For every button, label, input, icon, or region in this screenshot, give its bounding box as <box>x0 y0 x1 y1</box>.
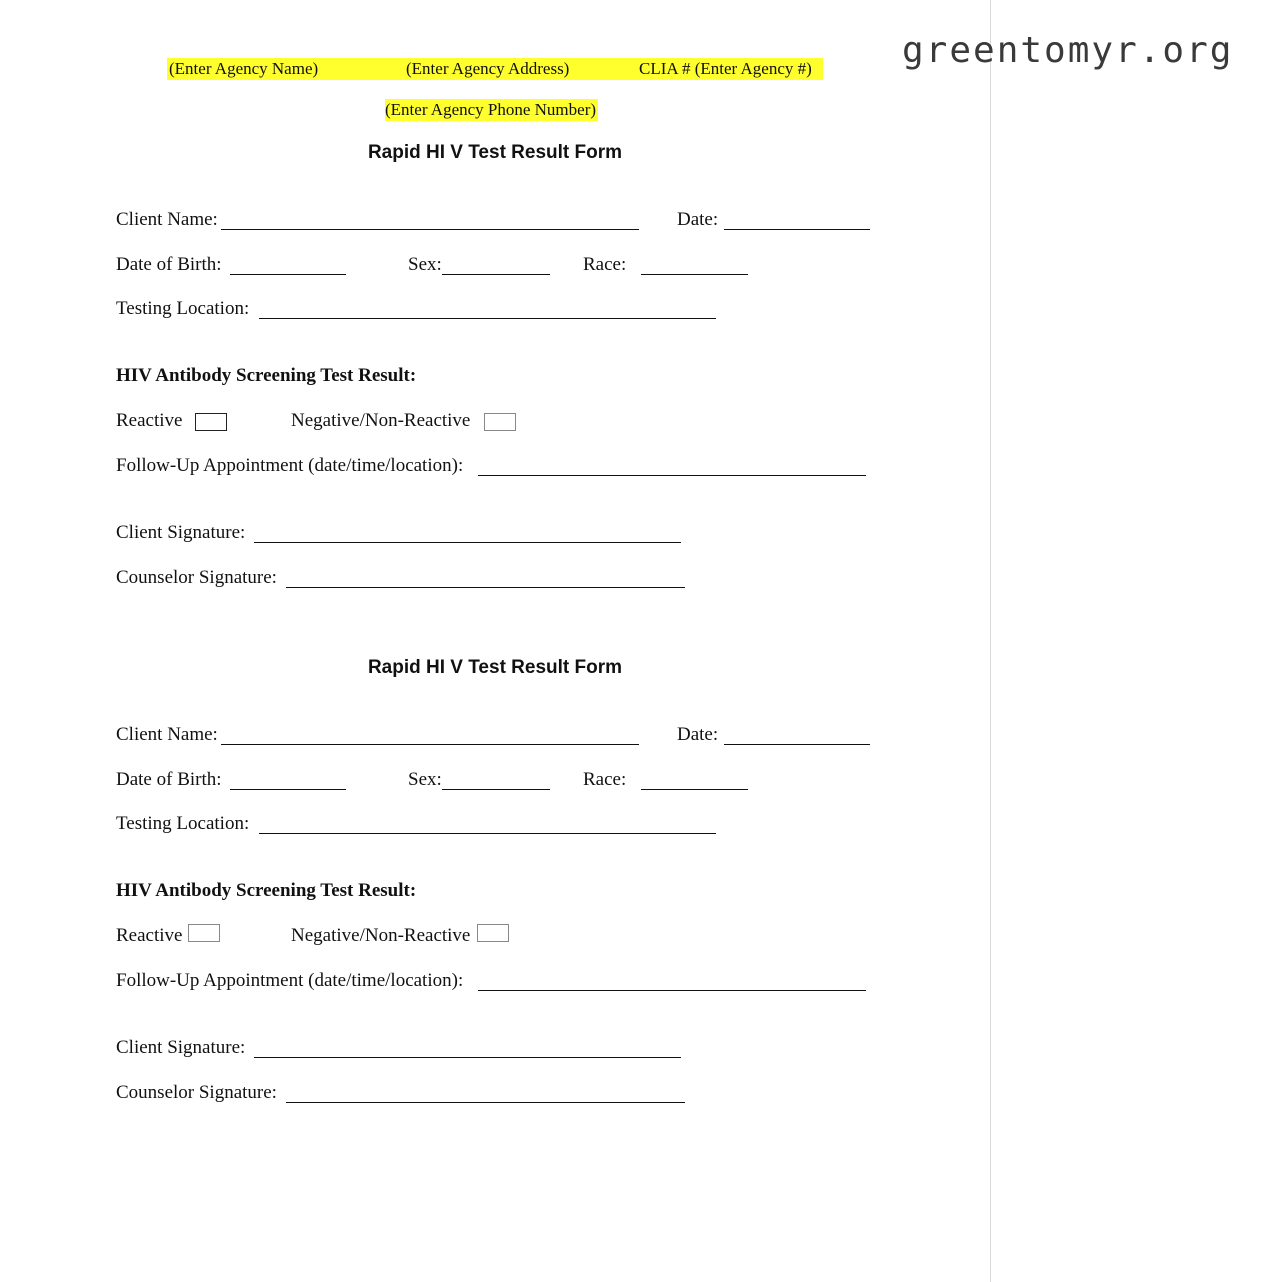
reactive-label: Reactive <box>116 925 183 946</box>
form-title: Rapid HI V Test Result Form <box>367 142 623 163</box>
client-name-label: Client Name: <box>116 724 218 745</box>
date-field[interactable] <box>724 229 870 230</box>
follow-up-field[interactable] <box>478 475 866 476</box>
reactive-checkbox[interactable] <box>188 924 220 942</box>
dob-field[interactable] <box>230 789 346 790</box>
watermark: greentomyr.org <box>902 30 1234 71</box>
client-signature-label: Client Signature: <box>116 522 246 543</box>
client-name-field[interactable] <box>221 744 639 745</box>
counselor-signature-label: Counselor Signature: <box>116 567 277 588</box>
follow-up-field[interactable] <box>478 990 866 991</box>
client-name-field[interactable] <box>221 229 639 230</box>
reactive-label: Reactive <box>116 410 183 431</box>
negative-label: Negative/Non-Reactive <box>291 925 471 946</box>
counselor-signature-field[interactable] <box>286 1102 685 1103</box>
client-name-label: Client Name: <box>116 209 218 230</box>
negative-checkbox[interactable] <box>484 413 516 431</box>
testing-location-field[interactable] <box>259 318 716 319</box>
sex-field[interactable] <box>442 789 550 790</box>
sex-label: Sex: <box>408 769 442 790</box>
result-heading: HIV Antibody Screening Test Result: <box>116 365 417 386</box>
page-edge <box>990 0 991 1282</box>
agency-clia: CLIA # (Enter Agency #) <box>639 59 812 78</box>
race-label: Race: <box>583 254 627 275</box>
sex-label: Sex: <box>408 254 442 275</box>
race-label: Race: <box>583 769 627 790</box>
negative-checkbox[interactable] <box>477 924 509 942</box>
agency-phone: (Enter Agency Phone Number) <box>385 100 597 119</box>
sex-field[interactable] <box>442 274 550 275</box>
date-label: Date: <box>677 724 719 745</box>
reactive-checkbox[interactable] <box>195 413 227 431</box>
follow-up-label: Follow-Up Appointment (date/time/location): <box>116 455 464 476</box>
counselor-signature-label: Counselor Signature: <box>116 1082 277 1103</box>
date-label: Date: <box>677 209 719 230</box>
client-signature-field[interactable] <box>254 1057 681 1058</box>
dob-label: Date of Birth: <box>116 769 222 790</box>
follow-up-label: Follow-Up Appointment (date/time/location): <box>116 970 464 991</box>
race-field[interactable] <box>641 789 748 790</box>
dob-field[interactable] <box>230 274 346 275</box>
testing-location-label: Testing Location: <box>116 813 250 834</box>
result-form-2 <box>0 515 990 1135</box>
result-heading: HIV Antibody Screening Test Result: <box>116 880 417 901</box>
race-field[interactable] <box>641 274 748 275</box>
form-title: Rapid HI V Test Result Form <box>367 657 623 678</box>
agency-name: (Enter Agency Name) <box>169 59 319 78</box>
date-field[interactable] <box>724 744 870 745</box>
testing-location-label: Testing Location: <box>116 298 250 319</box>
agency-address: (Enter Agency Address) <box>406 59 570 78</box>
client-signature-label: Client Signature: <box>116 1037 246 1058</box>
testing-location-field[interactable] <box>259 833 716 834</box>
dob-label: Date of Birth: <box>116 254 222 275</box>
negative-label: Negative/Non-Reactive <box>291 410 471 431</box>
